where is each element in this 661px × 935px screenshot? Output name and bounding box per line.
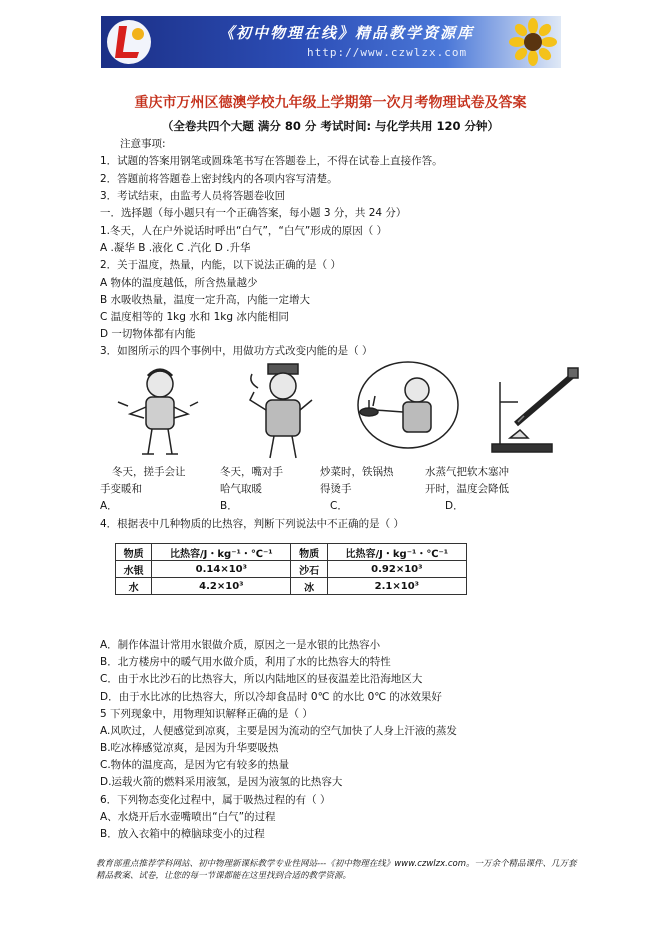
caption-a-label: A． xyxy=(100,500,118,512)
question-2-option: C 温度相等的 1kg 水和 1kg 冰内能相同 xyxy=(100,311,289,323)
figure-rubbing-hands xyxy=(108,362,218,462)
caption-c-line2: 得烫手 xyxy=(320,483,352,495)
table-header-cell: 物质 xyxy=(291,544,327,561)
table-cell: 2.1×10³ xyxy=(327,578,466,595)
caption-a-line1: 冬天，搓手会让 xyxy=(112,466,186,478)
notice-item: 2．答题前将答题卷上密封线内的各项内容写清楚。 xyxy=(100,173,338,185)
question-4-stem: 4．根据表中几种物质的比热容，判断下列说法中不正确的是（ ） xyxy=(100,518,405,530)
table-cell: 水银 xyxy=(116,561,152,578)
section-heading: 一．选择题（每小题只有一个正确答案，每小题 3 分，共 24 分） xyxy=(100,207,407,219)
page-footer: 教育部重点推荐学科网站、初中物理新课标教学专业性网站---《初中物理在线》www.czwlzx.com。一万余个精品课件、几万套精品教案、试卷，让您的每一节课都能在这里找到合适的教学资源。 xyxy=(96,859,577,881)
header-banner xyxy=(101,16,561,68)
caption-d-label: D． xyxy=(445,500,464,512)
question-1-options: A .凝华 B .液化 C .汽化 D .升华 xyxy=(100,242,251,254)
question-6-option: B．放入衣箱中的樟脑球变小的过程 xyxy=(100,828,265,840)
question-4-option: A．制作体温计常用水银做介质，原因之一是水银的比热容小 xyxy=(100,639,381,651)
notice-item: 3．考试结束，由监考人员将答题卷收回 xyxy=(100,190,286,202)
specific-heat-table xyxy=(115,543,467,595)
table-header-row xyxy=(116,544,467,561)
question-4-option: D．由于水比冰的比热容大，所以冷却食品时 0℃ 的水比 0℃ 的冰效果好 xyxy=(100,691,442,703)
question-6-option: A、水烧开后水壶嘴喷出“白气”的过程 xyxy=(100,811,276,823)
caption-d-line1: 水蒸气把软木塞冲 xyxy=(425,466,509,478)
banner-url[interactable]: http://www.czwlzx.com xyxy=(307,46,468,59)
question-2-option: A 物体的温度越低，所含热量越少 xyxy=(100,277,258,289)
question-6-stem: 6．下列物态变化过程中，属于吸热过程的有（ ） xyxy=(100,794,331,806)
table-header-cell: 物质 xyxy=(116,544,152,561)
table-cell: 0.14×10³ xyxy=(152,561,291,578)
question-3-stem: 3．如图所示的四个事例中，用做功方式改变内能的是（ ） xyxy=(100,345,373,357)
notice-header: 注意事项: xyxy=(120,138,166,150)
question-4-option: B．北方楼房中的暖气用水做介质，利用了水的比热容大的特性 xyxy=(100,656,391,668)
document-subtitle: （全卷共四个大题 满分 80 分 考试时间: 与化学共用 120 分钟） xyxy=(161,119,500,133)
question-5-option: C.物体的温度高，是因为它有较多的热量 xyxy=(100,759,290,771)
table-cell: 沙石 xyxy=(291,561,327,578)
table-row xyxy=(116,578,467,595)
caption-b-line2: 哈气取暖 xyxy=(220,483,262,495)
table-cell: 4.2×10³ xyxy=(152,578,291,595)
question-5-option: B.吃冰棒感觉凉爽，是因为升华要吸热 xyxy=(100,742,279,754)
sunflower-icon xyxy=(509,18,557,66)
question-1-stem: 1.冬天，人在户外说话时呼出“白气”，“白气”形成的原因（ ） xyxy=(100,225,388,237)
site-logo-icon xyxy=(105,18,153,66)
table-header-cell: 比热容/J・kg⁻¹・℃⁻¹ xyxy=(327,544,466,561)
question-5-stem: 5 下列现象中，用物理知识解释正确的是（ ） xyxy=(100,708,313,720)
caption-b-label: B． xyxy=(220,500,238,512)
question-5-option: D.运载火箭的燃料采用液氢，是因为液氢的比热容大 xyxy=(100,776,343,788)
caption-c-line1: 炒菜时，铁锅热 xyxy=(320,466,394,478)
figure-frying-pan xyxy=(355,360,461,450)
question-2-option: D 一切物体都有内能 xyxy=(100,328,196,340)
caption-d-line2: 开时，温度会降低 xyxy=(425,483,509,495)
question-5-option: A.风吹过，人便感觉到凉爽，主要是因为流动的空气加快了人身上汗液的蒸发 xyxy=(100,725,457,737)
table-cell: 冰 xyxy=(291,578,327,595)
notice-item: 1．试题的答案用钢笔或圆珠笔书写在答题卷上，不得在试卷上直接作答。 xyxy=(100,155,443,167)
figure-steam-cork xyxy=(482,362,582,458)
document-title: 重庆市万州区德澳学校九年级上学期第一次月考物理试卷及答案 xyxy=(134,95,527,111)
figure-blowing-hands xyxy=(238,360,338,462)
question-4-option: C．由于水比沙石的比热容大，所以内陆地区的昼夜温差比沿海地区大 xyxy=(100,673,423,685)
table-cell: 0.92×10³ xyxy=(327,561,466,578)
banner-title: 《初中物理在线》精品教学资源库 xyxy=(219,24,475,42)
question-2-stem: 2．关于温度，热量，内能，以下说法正确的是（ ） xyxy=(100,259,342,271)
caption-b-line1: 冬天，嘴对手 xyxy=(220,466,283,478)
caption-c-label: C． xyxy=(330,500,348,512)
table-row xyxy=(116,561,467,578)
caption-a-line2: 手变暖和 xyxy=(100,483,142,495)
question-2-option: B 水吸收热量，温度一定升高，内能一定增大 xyxy=(100,294,311,306)
table-header-cell: 比热容/J・kg⁻¹・℃⁻¹ xyxy=(152,544,291,561)
table-cell: 水 xyxy=(116,578,152,595)
